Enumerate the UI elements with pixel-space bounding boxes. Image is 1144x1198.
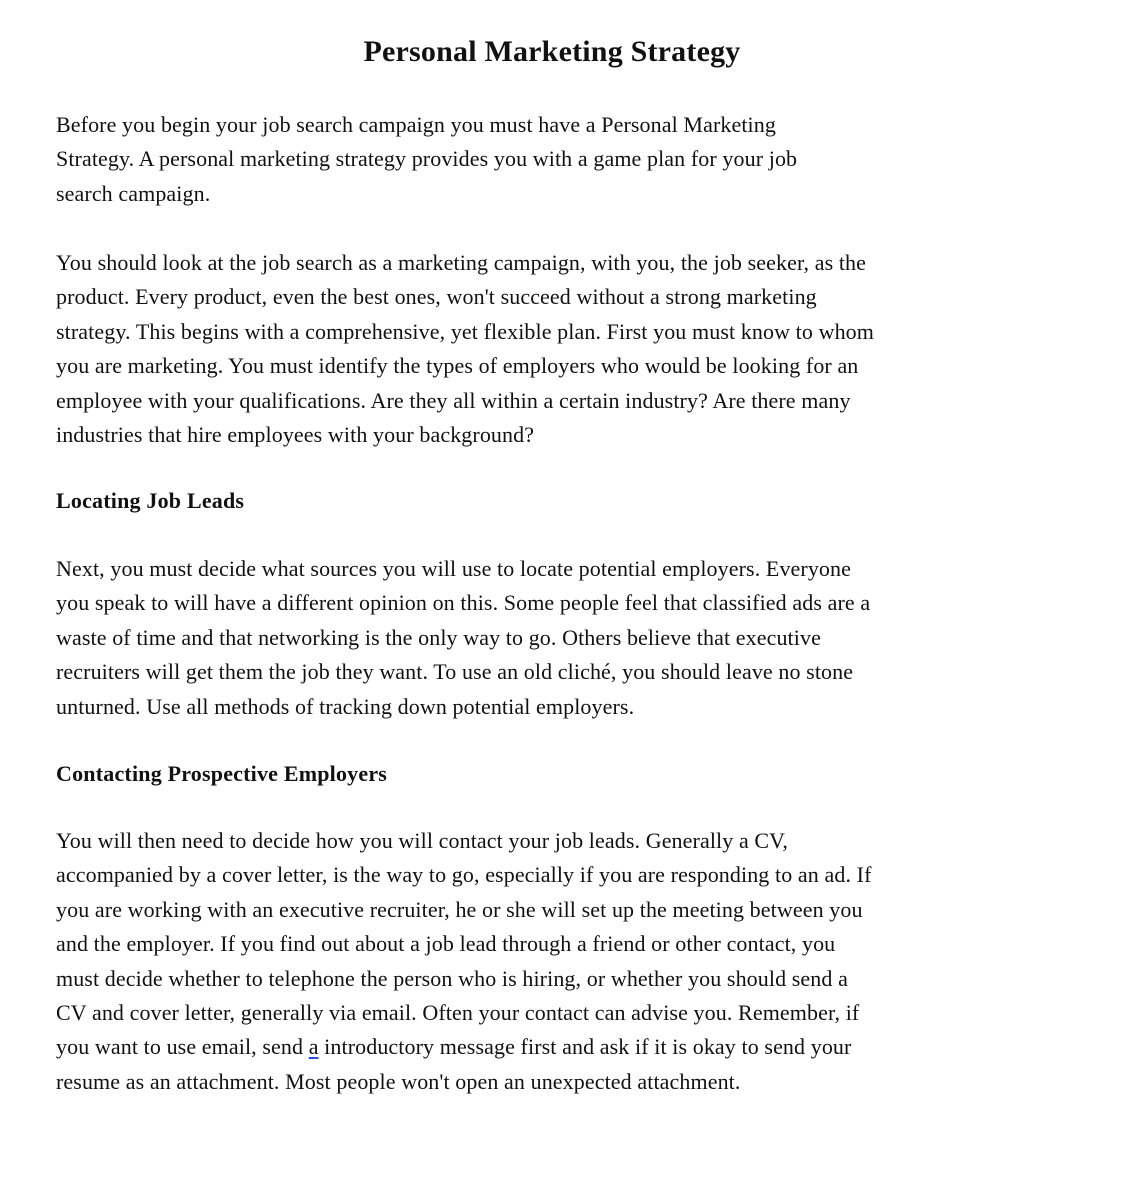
heading-contacting-employers: Contacting Prospective Employers [56, 761, 388, 786]
paragraph-line: You should look at the job search as a marketing campaign, with you, the job seeker, as the [56, 250, 867, 275]
paragraph-line: accompanied by a cover letter, is the way to go, especially if you are responding to an ad. If [56, 862, 872, 888]
paragraph-line: CV and cover letter, generally via email. Often your contact can advise you. Remember, if [56, 1000, 860, 1026]
paragraph-line: you are working with an executive recruiter, he or she will set up the meeting between you [56, 896, 863, 922]
paragraph-line: strategy. This begins with a comprehensive, yet flexible plan. First you must know to whom [56, 318, 874, 344]
paragraph-line: waste of time and that networking is the only way to go. Others believe that executive [56, 624, 821, 650]
paragraph-line: recruiters will get them the job they want. To use an old cliché, you should leave no stone [56, 659, 854, 685]
paragraph-line: must decide whether to telephone the person who is hiring, or whether you should send a [56, 965, 848, 991]
paragraph-line: unturned. Use all methods of tracking down potential employers. [56, 693, 635, 719]
paragraph-line: industries that hire employees with your background? [56, 422, 535, 448]
heading-locating-job-leads: Locating Job Leads [56, 488, 245, 513]
paragraph-line: search campaign. [56, 180, 211, 206]
line-segment: introductory message first and ask if it is okay to send your [318, 1034, 852, 1060]
paragraph-line: employee with your qualifications. Are they all within a certain industry? Are there many [56, 387, 851, 413]
product-paragraph [56, 246, 874, 452]
paragraph-line: You will then need to decide how you will contact your job leads. Generally a CV, [56, 828, 788, 853]
spellcheck-underlined-word: a [308, 1034, 319, 1060]
paragraph-line: Strategy. A personal marketing strategy provides you with a game plan for your job [56, 146, 798, 172]
paragraph-line-with-underline [56, 1030, 872, 1064]
paragraph-line: Next, you must decide what sources you will use to locate potential employers. Everyone [56, 556, 851, 581]
intro-paragraph [56, 108, 797, 211]
paragraph-line: Before you begin your job search campaign you must have a Personal Marketing [56, 112, 776, 137]
contacting-paragraph [56, 824, 872, 1099]
locating-paragraph [56, 552, 870, 724]
paragraph-line: resume as an attachment. Most people won't open an unexpected attachment. [56, 1068, 741, 1094]
paragraph-line: product. Every product, even the best ones, won't succeed without a strong marketing [56, 284, 817, 310]
line-segment: you want to use email, send [56, 1034, 309, 1060]
paragraph-line: you speak to will have a different opinion on this. Some people feel that classified ads are a [56, 590, 871, 616]
paragraph-line: you are marketing. You must identify the types of employers who would be looking for an [56, 353, 859, 379]
document-title: Personal Marketing Strategy [363, 35, 741, 68]
paragraph-line: and the employer. If you find out about a job lead through a friend or other contact, you [56, 931, 836, 957]
